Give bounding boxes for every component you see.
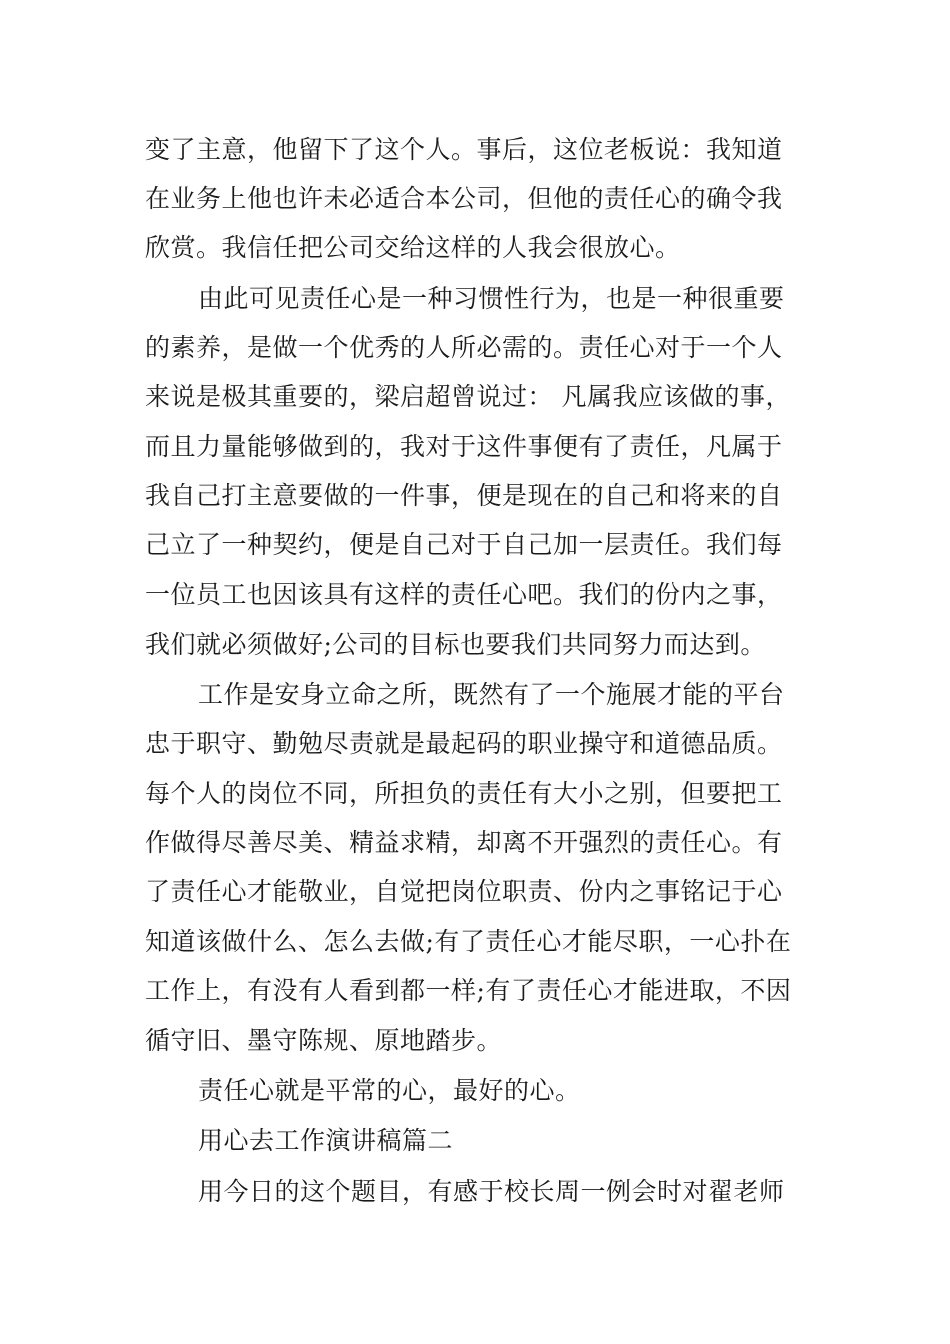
text-line: 知道该做什么、怎么去做;有了责任心才能尽职，一心扑在: [145, 927, 792, 956]
text-line: 循守旧、墨守陈规、原地踏步。: [145, 1026, 503, 1055]
text-line: 在业务上他也许未必适合本公司，但他的责任心的确令我: [145, 184, 783, 213]
text-line: 用今日的这个题目，有感于校长周一例会时对翟老师: [198, 1177, 785, 1206]
text-line: 忠于职守、勤勉尽责就是最起码的职业操守和道德品质。: [145, 729, 783, 758]
text-line: 由此可见责任心是一种习惯性行为，也是一种很重要: [198, 284, 785, 313]
text-line: 责任心就是平常的心，最好的心。: [198, 1076, 581, 1105]
text-line: 的素养，是做一个优秀的人所必需的。责任心对于一个人: [145, 333, 783, 362]
text-line: 一位员工也因该具有这样的责任心吧。我们的份内之事，: [145, 580, 783, 609]
text-line: 来说是极其重要的，梁启超曾说过： 凡属我应该做的事，: [145, 382, 791, 411]
text-line: 每个人的岗位不同，所担负的责任有大小之别，但要把工: [145, 779, 783, 808]
text-line: 工作上，有没有人看到都一样;有了责任心才能进取，不因: [145, 976, 792, 1005]
text-line: 了责任心才能敬业，自觉把岗位职责、份内之事铭记于心: [145, 877, 783, 906]
text-line: 我自己打主意要做的一件事，便是现在的自己和将来的自: [145, 481, 783, 510]
text-line: 变了主意，他留下了这个人。事后，这位老板说：我知道: [145, 135, 783, 164]
section-heading: 用心去工作演讲稿篇二: [198, 1126, 454, 1155]
text-line: 作做得尽善尽美、精益求精，却离不开强烈的责任心。有: [145, 828, 783, 857]
text-line: 我们就必须做好;公司的目标也要我们共同努力而达到。: [145, 630, 766, 659]
text-line: 而且力量能够做到的，我对于这件事便有了责任，凡属于: [145, 432, 783, 461]
text-line: 己立了一种契约，便是自己对于自己加一层责任。我们每: [145, 530, 783, 559]
text-line: 工作是安身立命之所，既然有了一个施展才能的平台: [198, 680, 785, 709]
text-line: 欣赏。我信任把公司交给这样的人我会很放心。: [145, 233, 681, 262]
